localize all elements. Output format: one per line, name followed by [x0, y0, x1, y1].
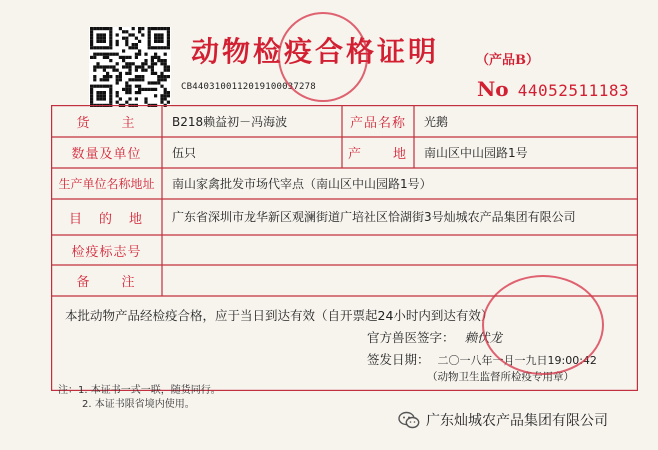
issue-date-value: 二〇一八年一月一九日19:00:42: [437, 354, 597, 367]
label-owner: 货 主: [76, 115, 137, 131]
value-product-name: 光鹅: [424, 114, 449, 129]
label-quarantine-mark: 检疫标志号: [71, 244, 142, 260]
brand-name: 广东灿城农产品集团有限公司: [426, 413, 608, 429]
value-producer: 南山家禽批发市场代宰点（南山区中山园路1号）: [172, 177, 432, 191]
seal-top-stamp: [278, 12, 368, 102]
value-quantity: 伍只: [172, 146, 197, 160]
agency-note: （动物卫生监督所检疫专用章）: [427, 371, 574, 383]
barcode-text: CB4403100112019100037278: [181, 82, 316, 92]
note-line-1: 注：1. 本证书一式一联，随货同行。: [58, 385, 221, 396]
label-remarks: 备 注: [76, 275, 137, 290]
certificate-subtitle: （产品B）: [476, 53, 539, 68]
certificate-notes: [58, 384, 221, 412]
issue-date-label: 签发日期：: [367, 352, 430, 367]
brand-watermark: [398, 410, 608, 430]
label-producer: 生产单位名称地址: [58, 177, 155, 191]
vet-signature: 赖伏龙: [464, 330, 503, 345]
validity-statement: 本批动物产品经检疫合格，应于当日到达有效（自开票起24小时内到达有效）: [65, 308, 494, 323]
vet-signature-label: 官方兽医签字：: [367, 330, 455, 345]
serial-number: [477, 77, 629, 101]
value-origin: 南山区中山园路1号: [424, 146, 528, 160]
qr-code: [89, 27, 171, 107]
serial-value: 44052511183: [517, 81, 630, 100]
certificate-title: 动物检疫合格证明: [191, 35, 440, 68]
wechat-icon: [398, 411, 420, 429]
value-owner: B218赖益初－冯海波: [172, 114, 288, 129]
serial-prefix: No: [477, 77, 509, 101]
value-quarantine-mark: [162, 235, 638, 265]
note-line-2: 2. 本证书限省境内使用。: [82, 399, 195, 410]
label-destination: 目 的 地: [68, 211, 144, 227]
label-quantity: 数量及单位: [71, 147, 142, 162]
label-product-name: 产品名称: [349, 115, 406, 131]
seal-bottom-stamp: [482, 275, 604, 375]
label-origin: 产 地: [347, 147, 408, 162]
value-destination: 广东省深圳市龙华新区观澜街道广培社区恰湖街3号灿城农产品集团有限公司: [172, 209, 576, 224]
